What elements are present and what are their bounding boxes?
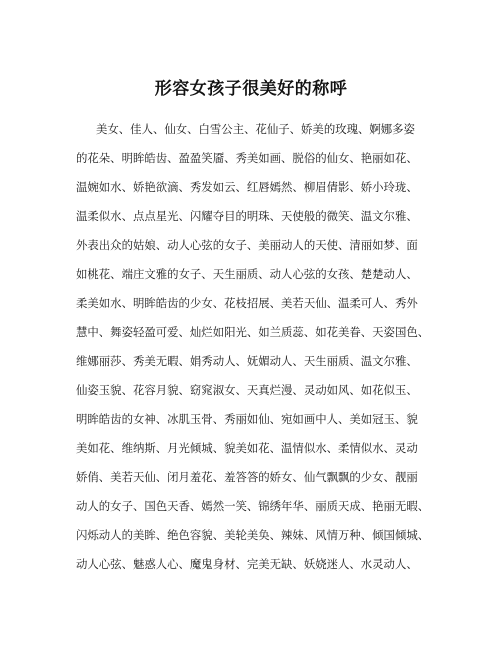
text-line: 维娜丽莎、秀美无暇、娟秀动人、妩媚动人、天生丽质、温文尔雅、 xyxy=(76,354,418,368)
text-line: 柔美如水、明眸皓齿的少女、花枝招展、美若天仙、温柔可人、秀外 xyxy=(76,296,418,310)
text-line: 温婉如水、娇艳欲滴、秀发如云、红唇嫣然、柳眉倩影、娇小玲珑、 xyxy=(76,180,418,194)
text-line: 的花朵、明眸皓齿、盈盈笑靥、秀美如画、脱俗的仙女、艳丽如花、 xyxy=(76,151,418,165)
text-line: 慧中、舞姿轻盈可爱、灿烂如阳光、如兰质蕊、如花美眷、天姿国色、 xyxy=(76,325,430,339)
text-line: 美如花、维纳斯、月光倾城、貌美如花、温情似水、柔情似水、灵动 xyxy=(76,441,418,455)
text-line: 闪烁动人的美眸、绝色容貌、美轮美奂、辣妹、风情万种、倾国倾城、 xyxy=(76,528,430,542)
text-line: 温柔似水、点点星光、闪耀夺目的明珠、天使般的微笑、温文尔雅、 xyxy=(76,209,418,223)
text-line: 美女、佳人、仙女、白雪公主、花仙子、娇美的玫瑰、婀娜多姿 xyxy=(96,122,415,136)
text-line: 外表出众的姑娘、动人心弦的女子、美丽动人的天使、清丽如梦、面 xyxy=(76,238,418,252)
text-line: 动人心弦、魅惑人心、魔鬼身材、完美无缺、妖娆迷人、水灵动人、 xyxy=(76,557,418,571)
text-line: 如桃花、端庄文雅的女子、天生丽质、动人心弦的女孩、楚楚动人、 xyxy=(76,267,418,281)
document-title: 形容女孩子很美好的称呼 xyxy=(154,79,348,99)
text-line: 动人的女子、国色天香、嫣然一笑、锦绣年华、丽质天成、艳丽无暇、 xyxy=(76,499,430,513)
text-line: 明眸皓齿的女神、冰肌玉骨、秀丽如仙、宛如画中人、美如冠玉、貌 xyxy=(76,412,418,426)
text-line: 娇俏、美若天仙、闭月羞花、羞答答的娇女、仙气飘飘的少女、靓丽 xyxy=(76,470,418,484)
text-line: 仙姿玉貌、花容月貌、窈窕淑女、天真烂漫、灵动如风、如花似玉、 xyxy=(76,383,418,397)
